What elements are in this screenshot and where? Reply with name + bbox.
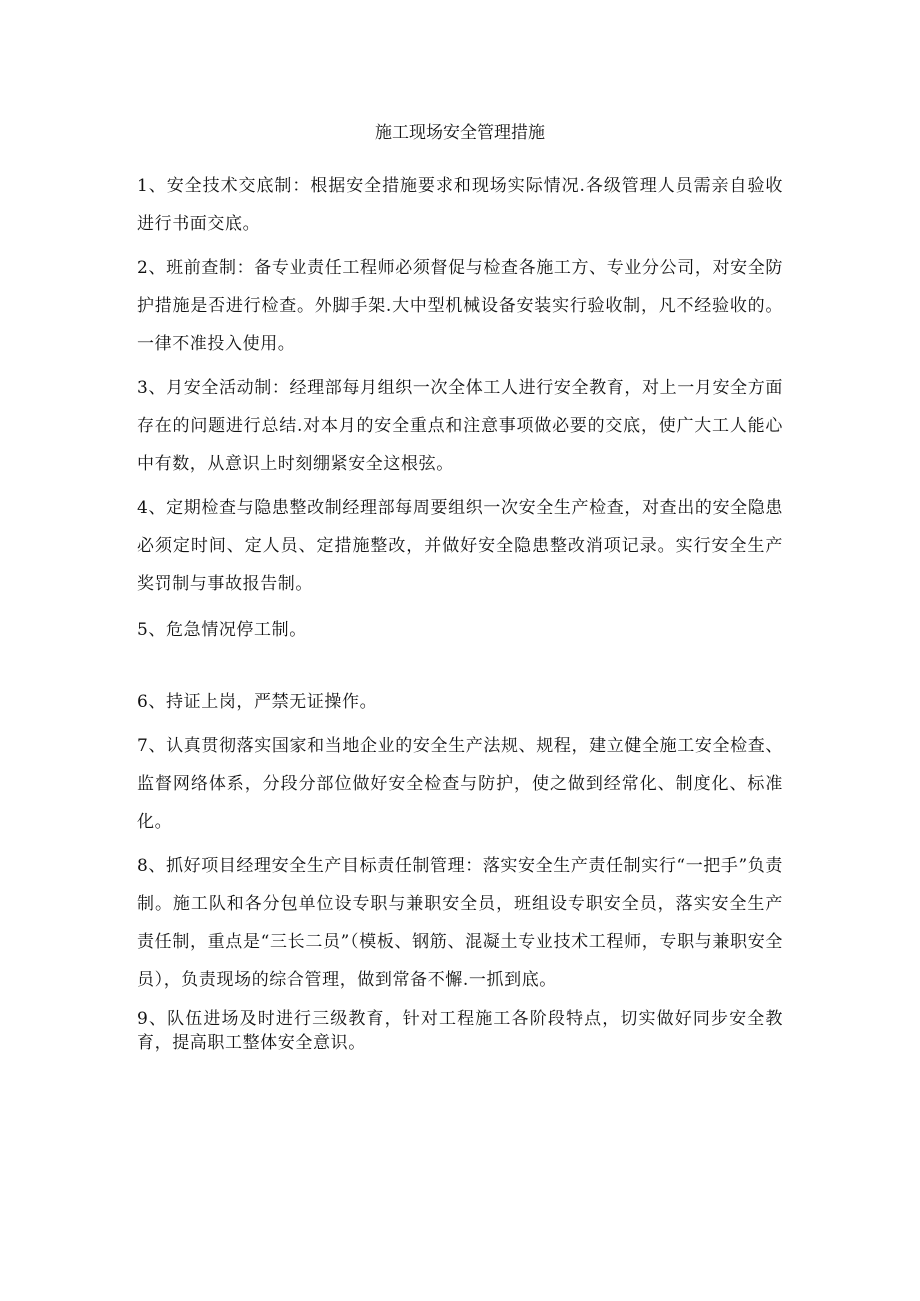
paragraph-4: 4、定期检查与隐患整改制经理部每周要组织一次安全生产检查，对查出的安全隐患必须定时间、定人员、定措施整改，并做好安全隐患整改消项记录。实行安全生产奖罚制与事故报告制。 (137, 498, 783, 594)
paragraph-8: 8、抓好项目经理安全生产目标责任制管理：落实安全生产责任制实行“一把手”负责制。施工队和各分包单位设专职与兼职安全员，班组设专职安全员，落实安全生产责任制，重点是“三长二员”（模板、钢筋、混凝土专业技术工程师，专职与兼职安全员），负责现场的综合管理，做到常备不懈.一抓到底。 (137, 856, 783, 990)
paragraph-7: 7、认真贯彻落实国家和当地企业的安全生产法规、规程，建立健全施工安全检查、监督网络体系，分段分部位做好安全检查与防护，使之做到经常化、制度化、标准化。 (137, 736, 783, 832)
paragraph-9: 9、队伍进场及时进行三级教育，针对工程施工各阶段特点，切实做好同步安全教育，提高职工整体安全意识。 (137, 1009, 783, 1053)
document-body (137, 167, 783, 1055)
paragraph-3: 3、月安全活动制：经理部每月组织一次全体工人进行安全教育，对上一月安全方面存在的问题进行总结.对本月的安全重点和注意事项做必要的交底，使广大工人能心中有数，从意识上时刻绷紧安全这根弦。 (137, 378, 783, 474)
paragraph-6: 6、持证上岗，严禁无证操作。 (137, 692, 378, 712)
paragraph-5: 5、危急情况停工制。 (137, 620, 307, 640)
paragraph-2: 2、班前查制：备专业责任工程师必须督促与检查各施工方、专业分公司，对安全防护措施是否进行检查。外脚手架.大中型机械设备安装实行验收制，凡不经验收的。一律不准投入使用。 (137, 258, 783, 354)
paragraph-1: 1、安全技术交底制：根据安全措施要求和现场实际情况.各级管理人员需亲自验收进行书面交底。 (137, 176, 783, 234)
document-title: 施工现场安全管理措施 (375, 123, 545, 143)
